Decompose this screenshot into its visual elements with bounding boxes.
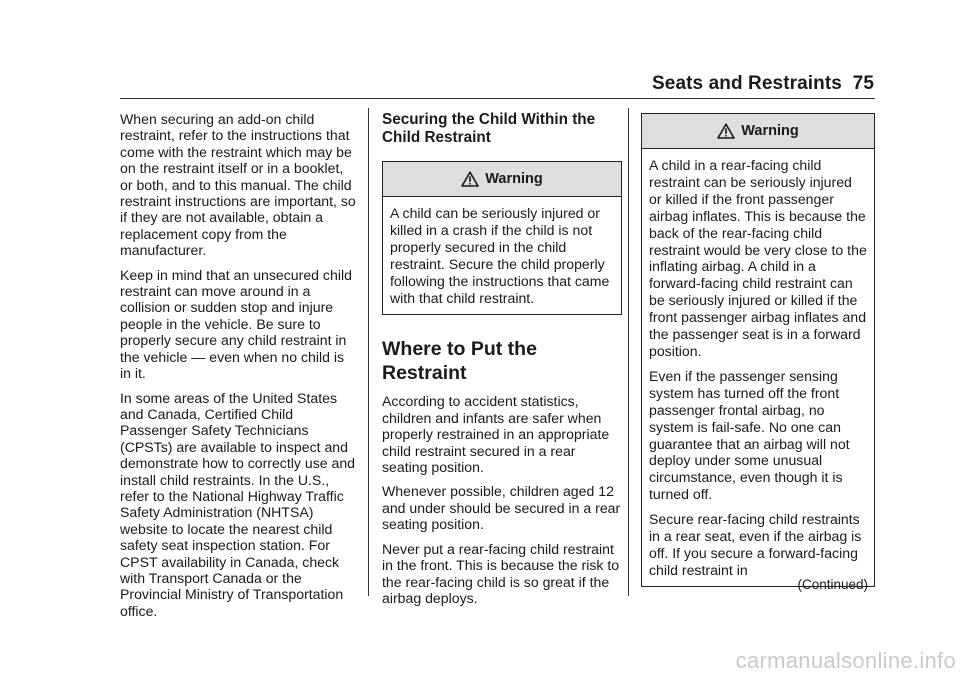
subheading: Securing the Child Within the Child Restraint [382, 111, 596, 146]
warning-box [382, 161, 622, 315]
warning-title-bar [383, 162, 621, 197]
section-title: Seats and Restraints [652, 73, 842, 94]
column-divider-2 [628, 108, 629, 596]
column-divider-1 [368, 108, 369, 596]
warning-box [641, 113, 875, 592]
watermark: carmanualsonline.info [735, 648, 956, 673]
page-number: 75 [852, 73, 874, 94]
warning-triangle-icon [717, 123, 735, 139]
warning-title: Warning [485, 170, 543, 187]
continued-label: (Continued) [797, 576, 868, 592]
column-2 [382, 111, 622, 614]
warning-triangle-icon [461, 171, 479, 187]
paragraph: In some areas of the United States and Canada, Certified Child Passenger Safety Technicians (CPSTs) are available to inspect and demonstrate how to correctly use and install child restraints. In the U.S., refer to the National Highway Traffic Safety Administration (NHTSA) website to locate the nearest child safety seat inspection station. For CPST availability in Canada, check with Transport Canada or the Provincial Ministry of Transportation office. [120, 389, 356, 619]
paragraph: According to accident statistics, children and infants are safer when properly restrained in an appropriate child restraint secured in a rear seating position. [382, 393, 610, 476]
warning-paragraph: Even if the passenger sensing system has turned off the front passenger frontal airbag, no system is fail-safe. No one can guarantee that an airbag will not deploy under some unusual circumstance, even though it is turned off. [649, 367, 850, 503]
column-1 [120, 111, 356, 627]
section-heading: Where to Put the Restraint [382, 338, 537, 385]
warning-title-bar [642, 114, 874, 149]
warning-body [642, 149, 874, 602]
paragraph: Whenever possible, children aged 12 and under should be secured in a rear seating position. [382, 483, 621, 533]
paragraph: Keep in mind that an unsecured child restraint can move around in a collision or sudden stop and injure people in the vehicle. Be sure to properly secure any child restraint in the vehicle — even when no child is in it. [120, 266, 352, 382]
warning-title: Warning [741, 122, 799, 139]
warning-text: A child can be seriously injured or killed in a crash if the child is not properly secured in the child restraint. Secure the child properly following the instructions that came with that child restraint. [390, 205, 610, 306]
warning-paragraph: A child in a rear-facing child restraint can be seriously injured or killed if the front passenger airbag inflates. This is because the back of the rear-facing child restraint would be very close to the inflating airbag. A child in a forward-facing child restraint can be seriously injured or killed if the front passenger airbag inflates and the passenger seat is in a forward position. [649, 157, 867, 359]
warning-body [383, 197, 621, 314]
paragraph: Never put a rear-facing child restraint in the front. This is because the risk to the rear-facing child is so great if the airbag deploys. [382, 540, 620, 606]
page-header [652, 73, 874, 95]
header-rule [120, 98, 875, 99]
warning-paragraph: Secure rear-facing child restraints in a rear seat, even if the airbag is off. If you secure a forward-facing child restraint in [649, 511, 862, 578]
column-3 [641, 113, 875, 592]
paragraph: When securing an add-on child restraint, refer to the instructions that come with the restraint which may be on the restraint itself or in a booklet, or both, and to this manual. The child restraint instructions are important, so if they are not available, obtain a replacement copy from the manufacturer. [120, 111, 356, 259]
